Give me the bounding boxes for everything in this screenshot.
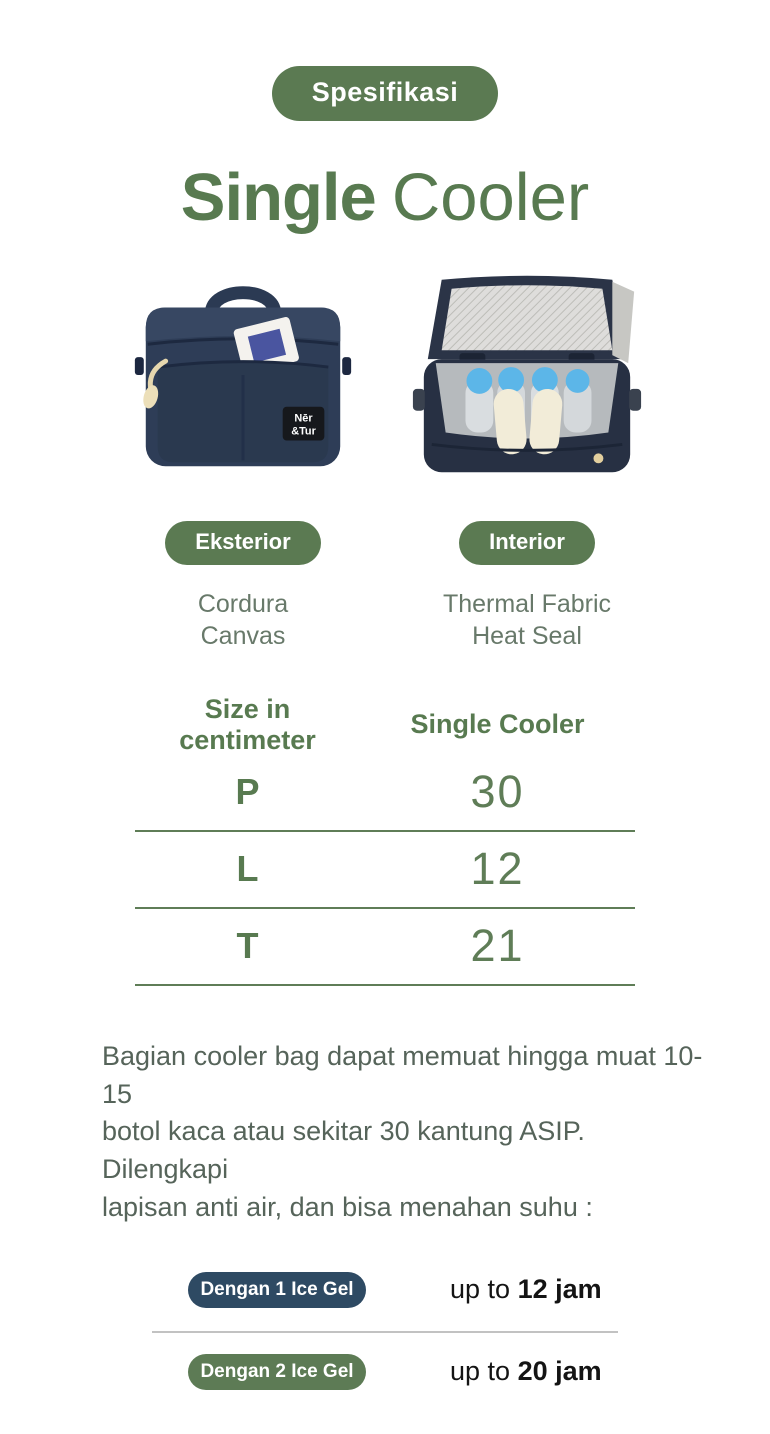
eksterior-material-text: [198, 589, 288, 652]
cooling-duration-section: [0, 1271, 770, 1391]
duration-divider: [152, 1331, 618, 1333]
size-header-line1: Size in: [204, 694, 291, 725]
duration-prefix: up to: [450, 1356, 518, 1387]
ice-gel-2-pill: Dengan 2 Ice Gel: [188, 1354, 366, 1390]
ice-gel-1-pill: Dengan 1 Ice Gel: [188, 1272, 366, 1308]
eksterior-material-line2: Canvas: [200, 621, 286, 650]
interior-bag-image: [402, 269, 652, 481]
dimension-value: 12: [470, 843, 525, 895]
page-title: [0, 160, 770, 235]
title-light-part: Cooler: [391, 160, 590, 235]
dimension-label: L: [236, 848, 259, 890]
duration-prefix: up to: [450, 1274, 518, 1305]
interior-material-text: [443, 589, 611, 652]
brand-label-line1: Nēr: [294, 412, 313, 425]
exterior-column: [118, 269, 368, 652]
eksterior-material-line1: Cordura: [197, 590, 289, 619]
duration-row-2: [188, 1353, 770, 1391]
dimension-value: 21: [470, 920, 525, 972]
size-header-line2: centimeter: [179, 724, 316, 755]
spesifikasi-badge: Spesifikasi: [272, 66, 499, 121]
interior-bag-illustration: [402, 269, 652, 481]
table-row-t: [135, 909, 635, 986]
exterior-bag-image: [118, 269, 368, 481]
description-line1: Bagian cooler bag dapat memuat hingga muat 10-15: [102, 1040, 703, 1109]
size-table-header: [135, 694, 635, 754]
eksterior-badge: Eksterior: [165, 521, 320, 565]
dimension-value: 30: [470, 766, 525, 818]
duration-text-1: [450, 1274, 602, 1305]
size-table: [135, 694, 635, 985]
size-table-header-col2: Single Cooler: [410, 709, 585, 740]
table-row-p: [135, 755, 635, 832]
description-paragraph: [102, 1038, 712, 1227]
interior-material-line1: Thermal Fabric: [442, 590, 612, 619]
description-line2: botol kaca atau sekitar 30 kantung ASIP. Dilengkapi: [102, 1116, 585, 1185]
product-columns: [0, 269, 770, 652]
interior-column: [402, 269, 652, 652]
duration-row-1: [188, 1271, 770, 1309]
interior-badge: Interior: [459, 521, 595, 565]
size-table-header-col1: [135, 694, 360, 754]
brand-label-line2: &Tur: [291, 425, 316, 438]
brand-label: [283, 407, 325, 441]
interior-material-line2: Heat Seal: [472, 621, 582, 650]
table-row-l: [135, 832, 635, 909]
title-bold-part: Single: [180, 160, 376, 235]
exterior-bag-illustration: [118, 269, 368, 481]
duration-value: 12 jam: [517, 1274, 602, 1305]
dimension-label: P: [235, 771, 260, 813]
dimension-label: T: [236, 925, 259, 967]
description-line3: lapisan anti air, dan bisa menahan suhu :: [102, 1192, 593, 1222]
duration-value: 20 jam: [517, 1356, 602, 1387]
duration-text-2: [450, 1356, 602, 1387]
